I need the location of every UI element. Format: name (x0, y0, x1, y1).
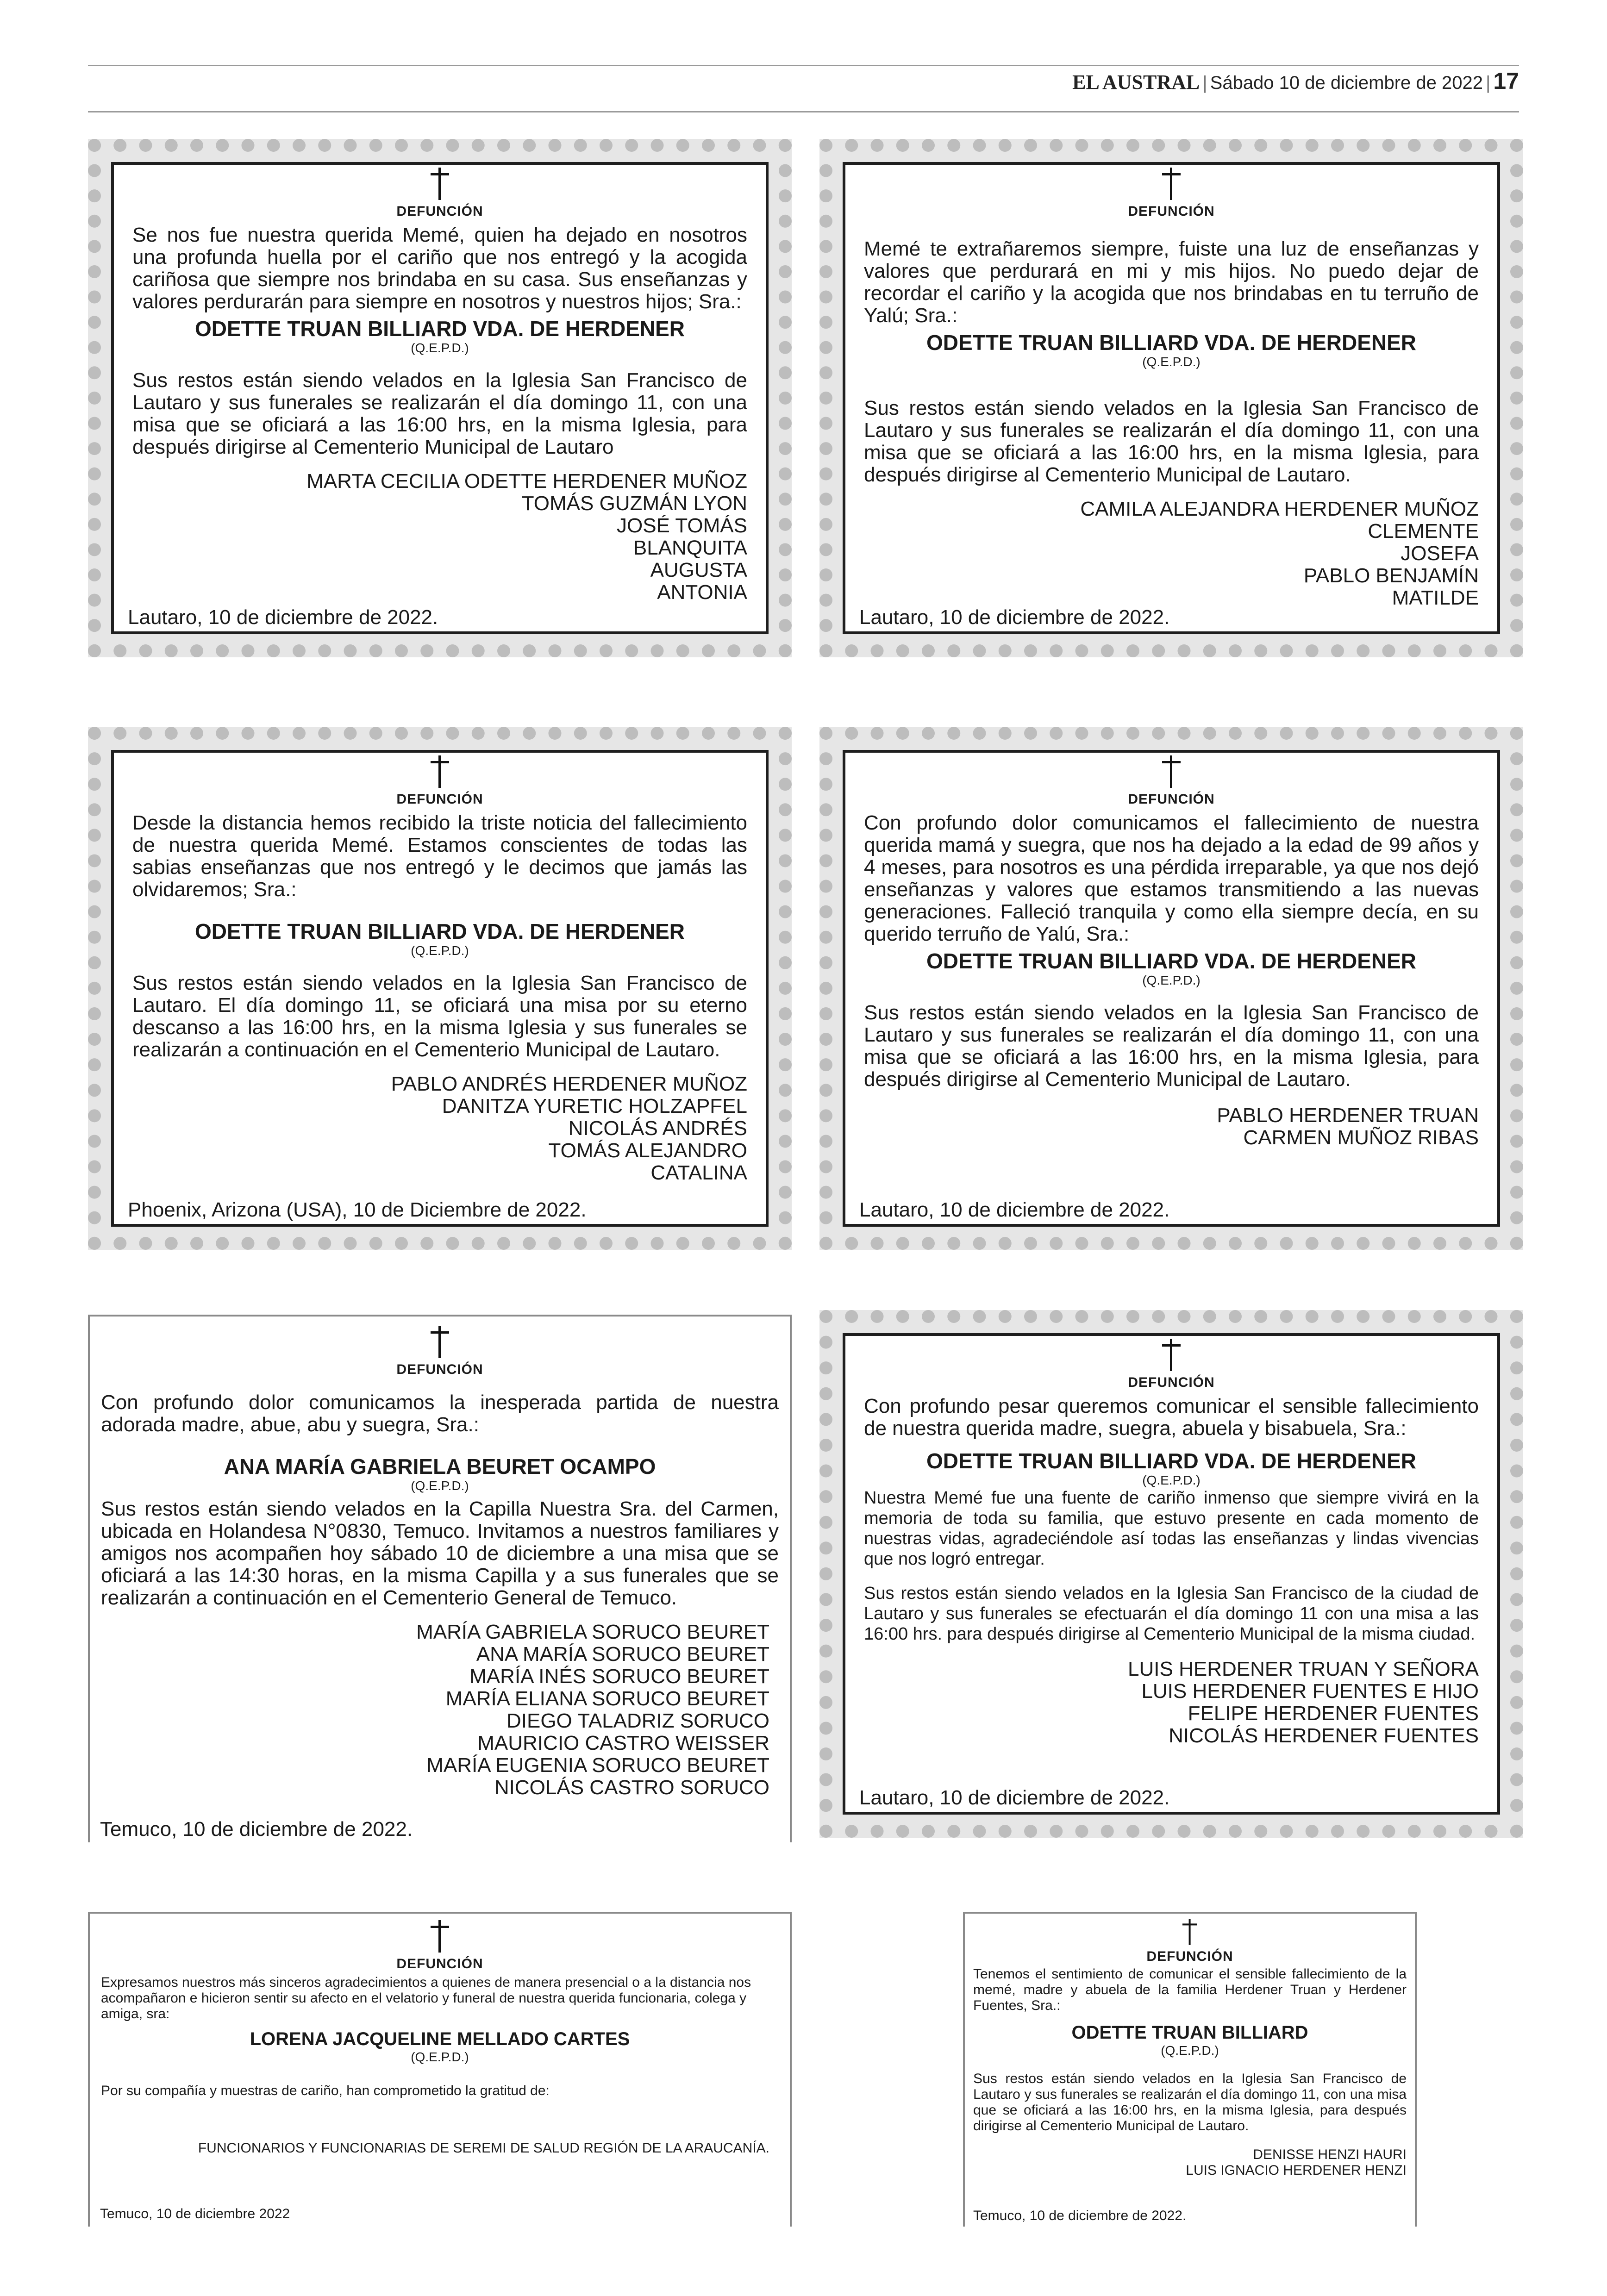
qepd-label: (Q.E.P.D.) (1142, 355, 1201, 369)
signer: DIEGO TALADRIZ SORUCO (506, 1710, 769, 1732)
notice-body-2: Sus restos están siendo velados en la Iglesia San Francisco de la ciudad de Lautaro y sus funerales se efectuarán el día domingo 11 con una misa a las 16:00 hrs. para después dirigirse al Cementerio Municipal de la misma ciudad. (864, 1584, 1479, 1644)
place-date: Phoenix, Arizona (USA), 10 de Diciembre de 2022. (128, 1198, 587, 1221)
signer: LUIS HERDENER TRUAN Y SEÑORA (1128, 1658, 1479, 1680)
notice-body: Sus restos están siendo velados en la Iglesia San Francisco de Lautaro y sus funerales se realizarán el día domingo 11, con una misa que se oficiará a las 16:00 hrs, en la misma Iglesia, para después dirigirse al Cementerio Municipal de Lautaro. (973, 2071, 1407, 2134)
cross-icon (1160, 1336, 1183, 1373)
signer: CAMILA ALEJANDRA HERDENER MUÑOZ (1080, 498, 1479, 520)
notice-body: Sus restos están siendo velados en la Iglesia San Francisco de Lautaro y sus funerales se realizarán el día domingo 11, con una misa que se oficiará a las 16:00 hrs, en la misma Iglesia, para después dirigirse al Cementerio Municipal de Lautaro. (864, 397, 1479, 486)
signer: MARÍA INÉS SORUCO BEURET (469, 1665, 769, 1688)
notice-intro: Memé te extrañaremos siempre, fuiste una luz de enseñanzas y valores que perdurará en mi y mis hijos. No puedo dejar de recordar el cariño y la acogida que nos brindabas en tu terruño de Yalú; Sra.: (864, 237, 1479, 327)
signer: NICOLÁS ANDRÉS (568, 1117, 747, 1140)
cross-icon (428, 165, 451, 202)
signer: PABLO BENJAMÍN (1303, 564, 1479, 587)
signer: LUIS HERDENER FUENTES E HIJO (1141, 1680, 1479, 1703)
signer: AUGUSTA (650, 559, 747, 581)
qepd-label: (Q.E.P.D.) (1142, 1473, 1201, 1487)
deceased-name: ODETTE TRUAN BILLIARD VDA. DE HERDENER (926, 331, 1417, 355)
notice-intro: Expresamos nuestros más sinceros agradecimientos a quienes de manera presencial o a la distancia nos acompañaron e hicieron sentir su afecto en el velatorio y funeral de nuestra querida funcionaria, colega y amiga, sra: (101, 1975, 751, 2021)
signer: JOSEFA (1401, 542, 1479, 565)
newspaper-name: EL AUSTRAL (1072, 71, 1200, 94)
notice-body: Sus restos están siendo velados en la Capilla Nuestra Sra. del Carmen, ubicada en Holandesa N°0830, Temuco. Invitamos a nuestros familiares y amigos nos acompañen hoy sábado 10 de diciembre a una misa que se oficiará a las 14:30 horas, en la misma Capilla y a sus funerales que se realizarán a continuación en el Cementerio General de Temuco. (101, 1497, 779, 1609)
signers-list (973, 2147, 1407, 2178)
signer: MATILDE (1392, 586, 1479, 609)
notice-body: Sus restos están siendo velados en la Iglesia San Francisco de Lautaro y sus funerales se realizarán el día domingo 11, con una misa que se oficiará a las 16:00 hrs, en la misma Iglesia, para después dirigirse al Cementerio Municipal de Lautaro. (864, 1001, 1479, 1091)
signer: JOSÉ TOMÁS (616, 514, 747, 537)
place-date: Lautaro, 10 de diciembre de 2022. (128, 606, 438, 629)
notice-type: DEFUNCIÓN (1128, 1375, 1215, 1390)
signers-list (132, 1073, 747, 1184)
notice-body: Sus restos están siendo velados en la Iglesia San Francisco de Lautaro y sus funerales se realizarán el día domingo 11, con una misa que se oficiará a las 16:00 hrs, en la misma Iglesia, para después dirigirse al Cementerio Municipal de Lautaro (132, 369, 747, 458)
signer: NICOLÁS CASTRO SORUCO (494, 1776, 769, 1799)
cross-icon (428, 1323, 451, 1360)
signers-list (101, 2140, 779, 2156)
place-date: Temuco, 10 de diciembre de 2022. (100, 1818, 413, 1841)
notice-intro: Desde la distancia hemos recibido la triste noticia del fallecimiento de nuestra querida Memé. Estamos conscientes de todas las sabias enseñanzas que nos entregó y le decimos que jamás las olvidaremos; Sra.: (132, 811, 747, 901)
notice-intro: Con profundo dolor comunicamos la inesperada partida de nuestra adorada madre, abue, abu y suegra, Sra.: (101, 1391, 779, 1436)
place-date: Lautaro, 10 de diciembre de 2022. (859, 606, 1170, 629)
notice-intro: Con profundo dolor comunicamos el fallecimiento de nuestra querida mamá y suegra, que nos ha dejado a la edad de 99 años y 4 meses, para nosotros es una pérdida irreparable, ya que nos dejó enseñanzas y valores que estamos transmitiendo a las nuevas generaciones. Falleció tranquila y como ella siempre decía, en su querido terruño de Yalú, Sra.: (864, 811, 1479, 945)
obituary-notice (88, 1315, 792, 1842)
notice-body: Sus restos están siendo velados en la Iglesia San Francisco de Lautaro. El día domingo 11, se oficiará una misa por su eterno descanso a las 16:00 hrs, en la misma Iglesia y sus funerales se realizarán a continuación en el Cementerio Municipal de Lautaro. (132, 972, 747, 1061)
signer: MARÍA GABRIELA SORUCO BEURET (416, 1621, 769, 1643)
signer: MARÍA ELIANA SORUCO BEURET (445, 1687, 769, 1710)
signers-list (864, 1658, 1479, 1747)
notice-type: DEFUNCIÓN (1128, 204, 1215, 219)
page-number: 17 (1493, 68, 1519, 94)
signer: BLANQUITA (633, 537, 747, 559)
place-date: Lautaro, 10 de diciembre de 2022. (859, 1786, 1170, 1809)
qepd-label: (Q.E.P.D.) (411, 341, 469, 355)
obituary-notice (88, 1912, 792, 2227)
qepd-label: (Q.E.P.D.) (1142, 973, 1201, 987)
signer: FELIPE HERDENER FUENTES (1188, 1702, 1479, 1725)
deceased-name: ODETTE TRUAN BILLIARD VDA. DE HERDENER (926, 1449, 1417, 1473)
place-date: Temuco, 10 de diciembre de 2022. (973, 2208, 1187, 2223)
deceased-name: ODETTE TRUAN BILLIARD (1071, 2022, 1308, 2043)
obituary-notice (963, 1912, 1417, 2227)
notice-type: DEFUNCIÓN (396, 792, 483, 807)
obituary-notice (819, 1310, 1523, 1838)
notice-intro: Tenemos el sentimiento de comunicar el sensible fallecimiento de la memé, madre y abuela de la familia Herdener Truan y Herdener Fuentes, Sra.: (973, 1966, 1407, 2013)
signers-list (101, 1621, 779, 1799)
place-date: Temuco, 10 de diciembre 2022 (100, 2206, 290, 2221)
deceased-name: ODETTE TRUAN BILLIARD VDA. DE HERDENER (194, 317, 685, 341)
notice-type: DEFUNCIÓN (1146, 1949, 1233, 1964)
deceased-name: ODETTE TRUAN BILLIARD VDA. DE HERDENER (926, 949, 1417, 973)
notice-type: DEFUNCIÓN (396, 1956, 483, 1972)
signer: CLEMENTE (1368, 520, 1479, 543)
notice-intro: Con profundo pesar queremos comunicar el sensible fallecimiento de nuestra querida madre, suegra, abuela y bisabuela, Sra.: (864, 1395, 1479, 1440)
signers-list (864, 1104, 1479, 1149)
obituary-notice (88, 727, 792, 1250)
obituary-notice (819, 139, 1523, 657)
cross-icon (1160, 165, 1183, 202)
signer: FUNCIONARIOS Y FUNCIONARIAS DE SEREMI DE SALUD REGIÓN DE LA ARAUCANÍA. (198, 2140, 769, 2156)
signer: CATALINA (650, 1161, 747, 1184)
cross-icon (1160, 753, 1183, 790)
page-header: EL AUSTRAL | Sábado 10 de diciembre de 2022 | 17 (1072, 68, 1519, 94)
deceased-name: ANA MARÍA GABRIELA BEURET OCAMPO (224, 1454, 656, 1479)
obituary-notice (88, 139, 792, 657)
signers-list (132, 470, 747, 604)
signer: DENISSE HENZI HAURI (1253, 2147, 1407, 2162)
cross-icon (428, 1917, 451, 1954)
signer: MARÍA EUGENIA SORUCO BEURET (426, 1754, 769, 1777)
top-rule (88, 65, 1519, 66)
deceased-name: LORENA JACQUELINE MELLADO CARTES (250, 2029, 630, 2049)
signer: CARMEN MUÑOZ RIBAS (1243, 1126, 1479, 1149)
signer: PABLO ANDRÉS HERDENER MUÑOZ (391, 1073, 747, 1095)
signer: TOMÁS ALEJANDRO (548, 1139, 747, 1162)
signer: NICOLÁS HERDENER FUENTES (1169, 1724, 1479, 1747)
signers-list (864, 498, 1479, 609)
deceased-name: ODETTE TRUAN BILLIARD VDA. DE HERDENER (194, 919, 685, 943)
notice-type: DEFUNCIÓN (396, 1362, 483, 1377)
signer: PABLO HERDENER TRUAN (1217, 1104, 1479, 1127)
qepd-label: (Q.E.P.D.) (411, 943, 469, 958)
signer: ANTONIA (657, 581, 747, 604)
place-date: Lautaro, 10 de diciembre de 2022. (859, 1198, 1170, 1221)
signer: MAURICIO CASTRO WEISSER (477, 1732, 769, 1754)
signer: LUIS IGNACIO HERDENER HENZI (1186, 2163, 1407, 2178)
qepd-label: (Q.E.P.D.) (411, 1479, 469, 1493)
signer: ANA MARÍA SORUCO BEURET (476, 1643, 769, 1666)
header-rule (88, 111, 1519, 112)
cross-icon (428, 753, 451, 790)
header-date: Sábado 10 de diciembre de 2022 (1210, 73, 1483, 93)
notice-intro: Se nos fue nuestra querida Memé, quien ha dejado en nosotros una profunda huella por el cariño que nos entregó y la acogida cariñosa que siempre nos brindaba en su casa. Sus enseñanzas y valores perdurarán para siempre en nosotros y nuestros hijos; Sra.: (132, 224, 747, 313)
cross-icon (1181, 1916, 1199, 1947)
signer: TOMÁS GUZMÁN LYON (521, 492, 747, 515)
notice-body: Nuestra Memé fue una fuente de cariño inmenso que siempre vivirá en la memoria de toda su familia, que estuvo presente en cada momento de nuestras vidas, agradeciéndole así todas las enseñanzas y lindas vivencias que nos logró entregar. (864, 1488, 1479, 1569)
signer: DANITZA YURETIC HOLZAPFEL (442, 1095, 747, 1117)
qepd-label: (Q.E.P.D.) (1161, 2043, 1219, 2058)
notice-type: DEFUNCIÓN (396, 204, 483, 219)
signer: MARTA CECILIA ODETTE HERDENER MUÑOZ (306, 470, 747, 493)
notice-body: Por su compañía y muestras de cariño, han comprometido la gratitud de: (101, 2083, 550, 2098)
obituary-notice (819, 727, 1523, 1250)
qepd-label: (Q.E.P.D.) (411, 2050, 469, 2064)
notice-type: DEFUNCIÓN (1128, 792, 1215, 807)
